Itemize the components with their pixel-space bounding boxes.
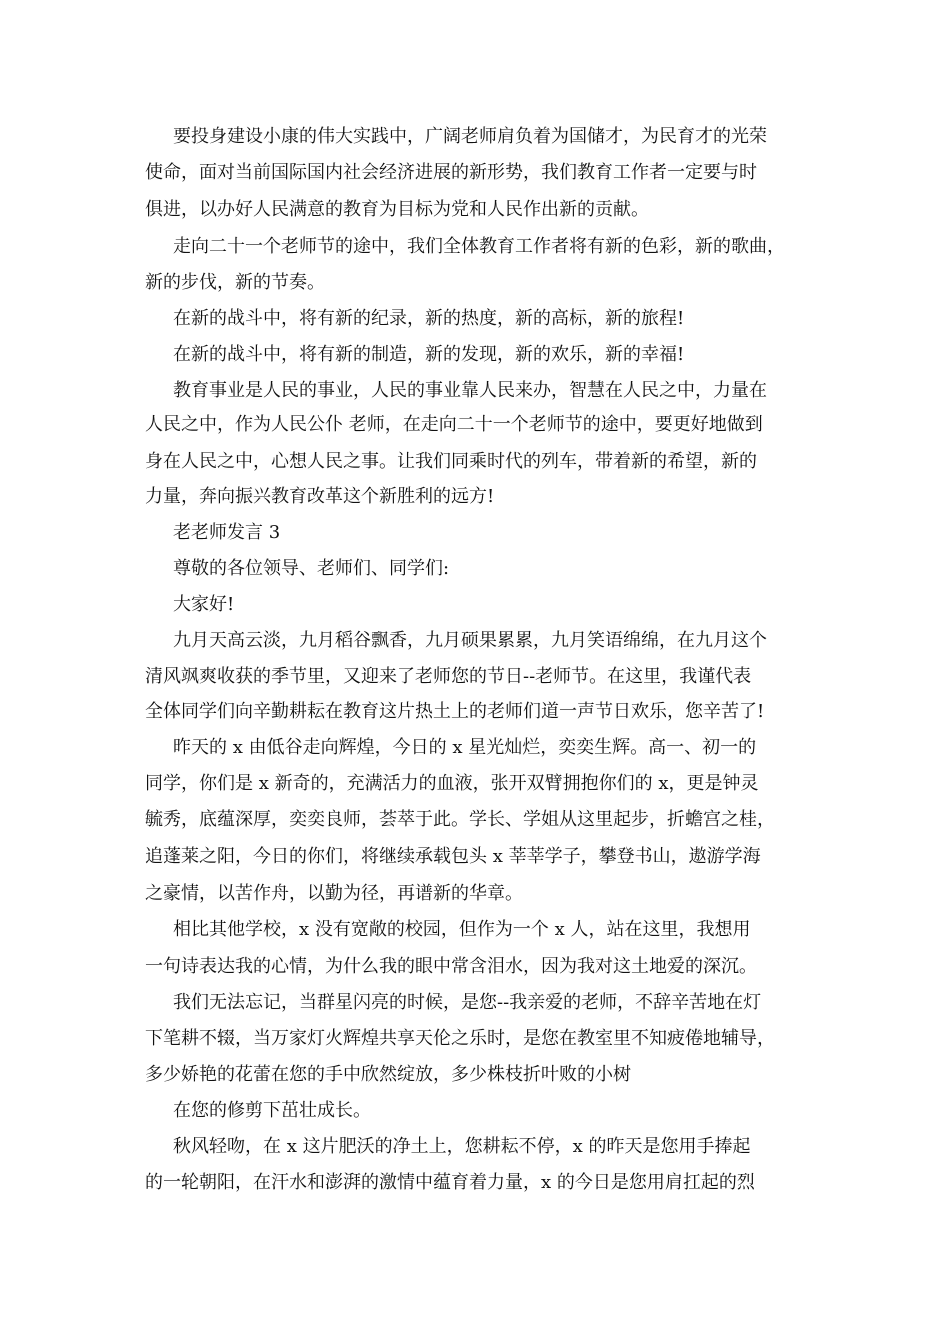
text-line: 追蓬莱之阳，今日的你们，将继续承载包头 x 莘莘学子，攀登书山，遨游学海 (145, 846, 761, 867)
section-heading: 老老师发言 3 (173, 522, 281, 543)
greeting: 大家好! (173, 594, 235, 615)
text-line: 之豪情，以苦作舟，以勤为径，再谱新的华章。 (145, 883, 523, 904)
text-line: 多少娇艳的花蕾在您的手中欣然绽放，多少株枝折叶败的小树 (145, 1064, 631, 1085)
text-line: 下笔耕不辍，当万家灯火辉煌共享天伦之乐时，是您在教室里不知疲倦地辅导， (145, 1028, 775, 1049)
text-line: 相比其他学校，x 没有宽敞的校园，但作为一个 x 人，站在这里，我想用 (173, 919, 751, 940)
text-line: 九月天高云淡，九月稻谷飘香，九月硕果累累，九月笑语绵绵，在九月这个 (173, 630, 767, 651)
text-line: 昨天的 x 由低谷走向辉煌，今日的 x 星光灿烂，奕奕生辉。高一、初一的 (173, 737, 757, 758)
text-line: 同学，你们是 x 新奇的，充满活力的血液，张开双臂拥抱你们的 x，更是钟灵 (145, 773, 759, 794)
text-line: 毓秀，底蕴深厚，奕奕良师，荟萃于此。学长、学姐从这里起步，折蟾宫之桂， (145, 809, 775, 830)
text-line: 我们无法忘记，当群星闪亮的时候，是您--我亲爱的老师，不辞辛苦地在灯 (173, 992, 762, 1013)
salutation: 尊敬的各位领导、老师们、同学们: (173, 558, 450, 579)
text-line: 教育事业是人民的事业，人民的事业靠人民来办，智慧在人民之中，力量在 (173, 380, 767, 401)
text-line: 的一轮朝阳，在汗水和澎湃的激情中蕴育着力量，x 的今日是您用肩扛起的烈 (145, 1172, 755, 1193)
text-line: 人民之中，作为人民公仆 老师，在走向二十一个老师节的途中，要更好地做到 (145, 414, 763, 435)
text-line: 全体同学们向辛勤耕耘在教育这片热土上的老师们道一声节日欢乐，您辛苦了! (145, 701, 765, 722)
text-line: 俱进，以办好人民满意的教育为目标为党和人民作出新的贡献。 (145, 199, 649, 220)
text-line: 在新的战斗中，将有新的纪录，新的热度，新的高标，新的旅程! (173, 308, 685, 329)
text-line: 在新的战斗中，将有新的制造，新的发现，新的欢乐，新的幸福! (173, 344, 685, 365)
text-line: 新的步伐，新的节奏。 (145, 272, 325, 293)
text-line: 秋风轻吻，在 x 这片肥沃的净土上，您耕耘不停，x 的昨天是您用手捧起 (173, 1136, 751, 1157)
text-line: 走向二十一个老师节的途中，我们全体教育工作者将有新的色彩，新的歌曲， (173, 236, 785, 257)
text-line: 要投身建设小康的伟大实践中，广阔老师肩负着为国储才，为民育才的光荣 (173, 126, 767, 147)
text-line: 一句诗表达我的心情，为什么我的眼中常含泪水，因为我对这土地爱的深沉。 (145, 956, 757, 977)
text-line: 在您的修剪下茁壮成长。 (173, 1100, 371, 1121)
text-line: 清风飒爽收获的季节里，又迎来了老师您的节日--老师节。在这里，我谨代表 (145, 666, 752, 687)
text-line: 使命，面对当前国际国内社会经济进展的新形势，我们教育工作者一定要与时 (145, 162, 757, 183)
text-line: 力量，奔向振兴教育改革这个新胜利的远方! (145, 486, 495, 507)
text-line: 身在人民之中，心想人民之事。让我们同乘时代的列车，带着新的希望，新的 (145, 451, 757, 472)
